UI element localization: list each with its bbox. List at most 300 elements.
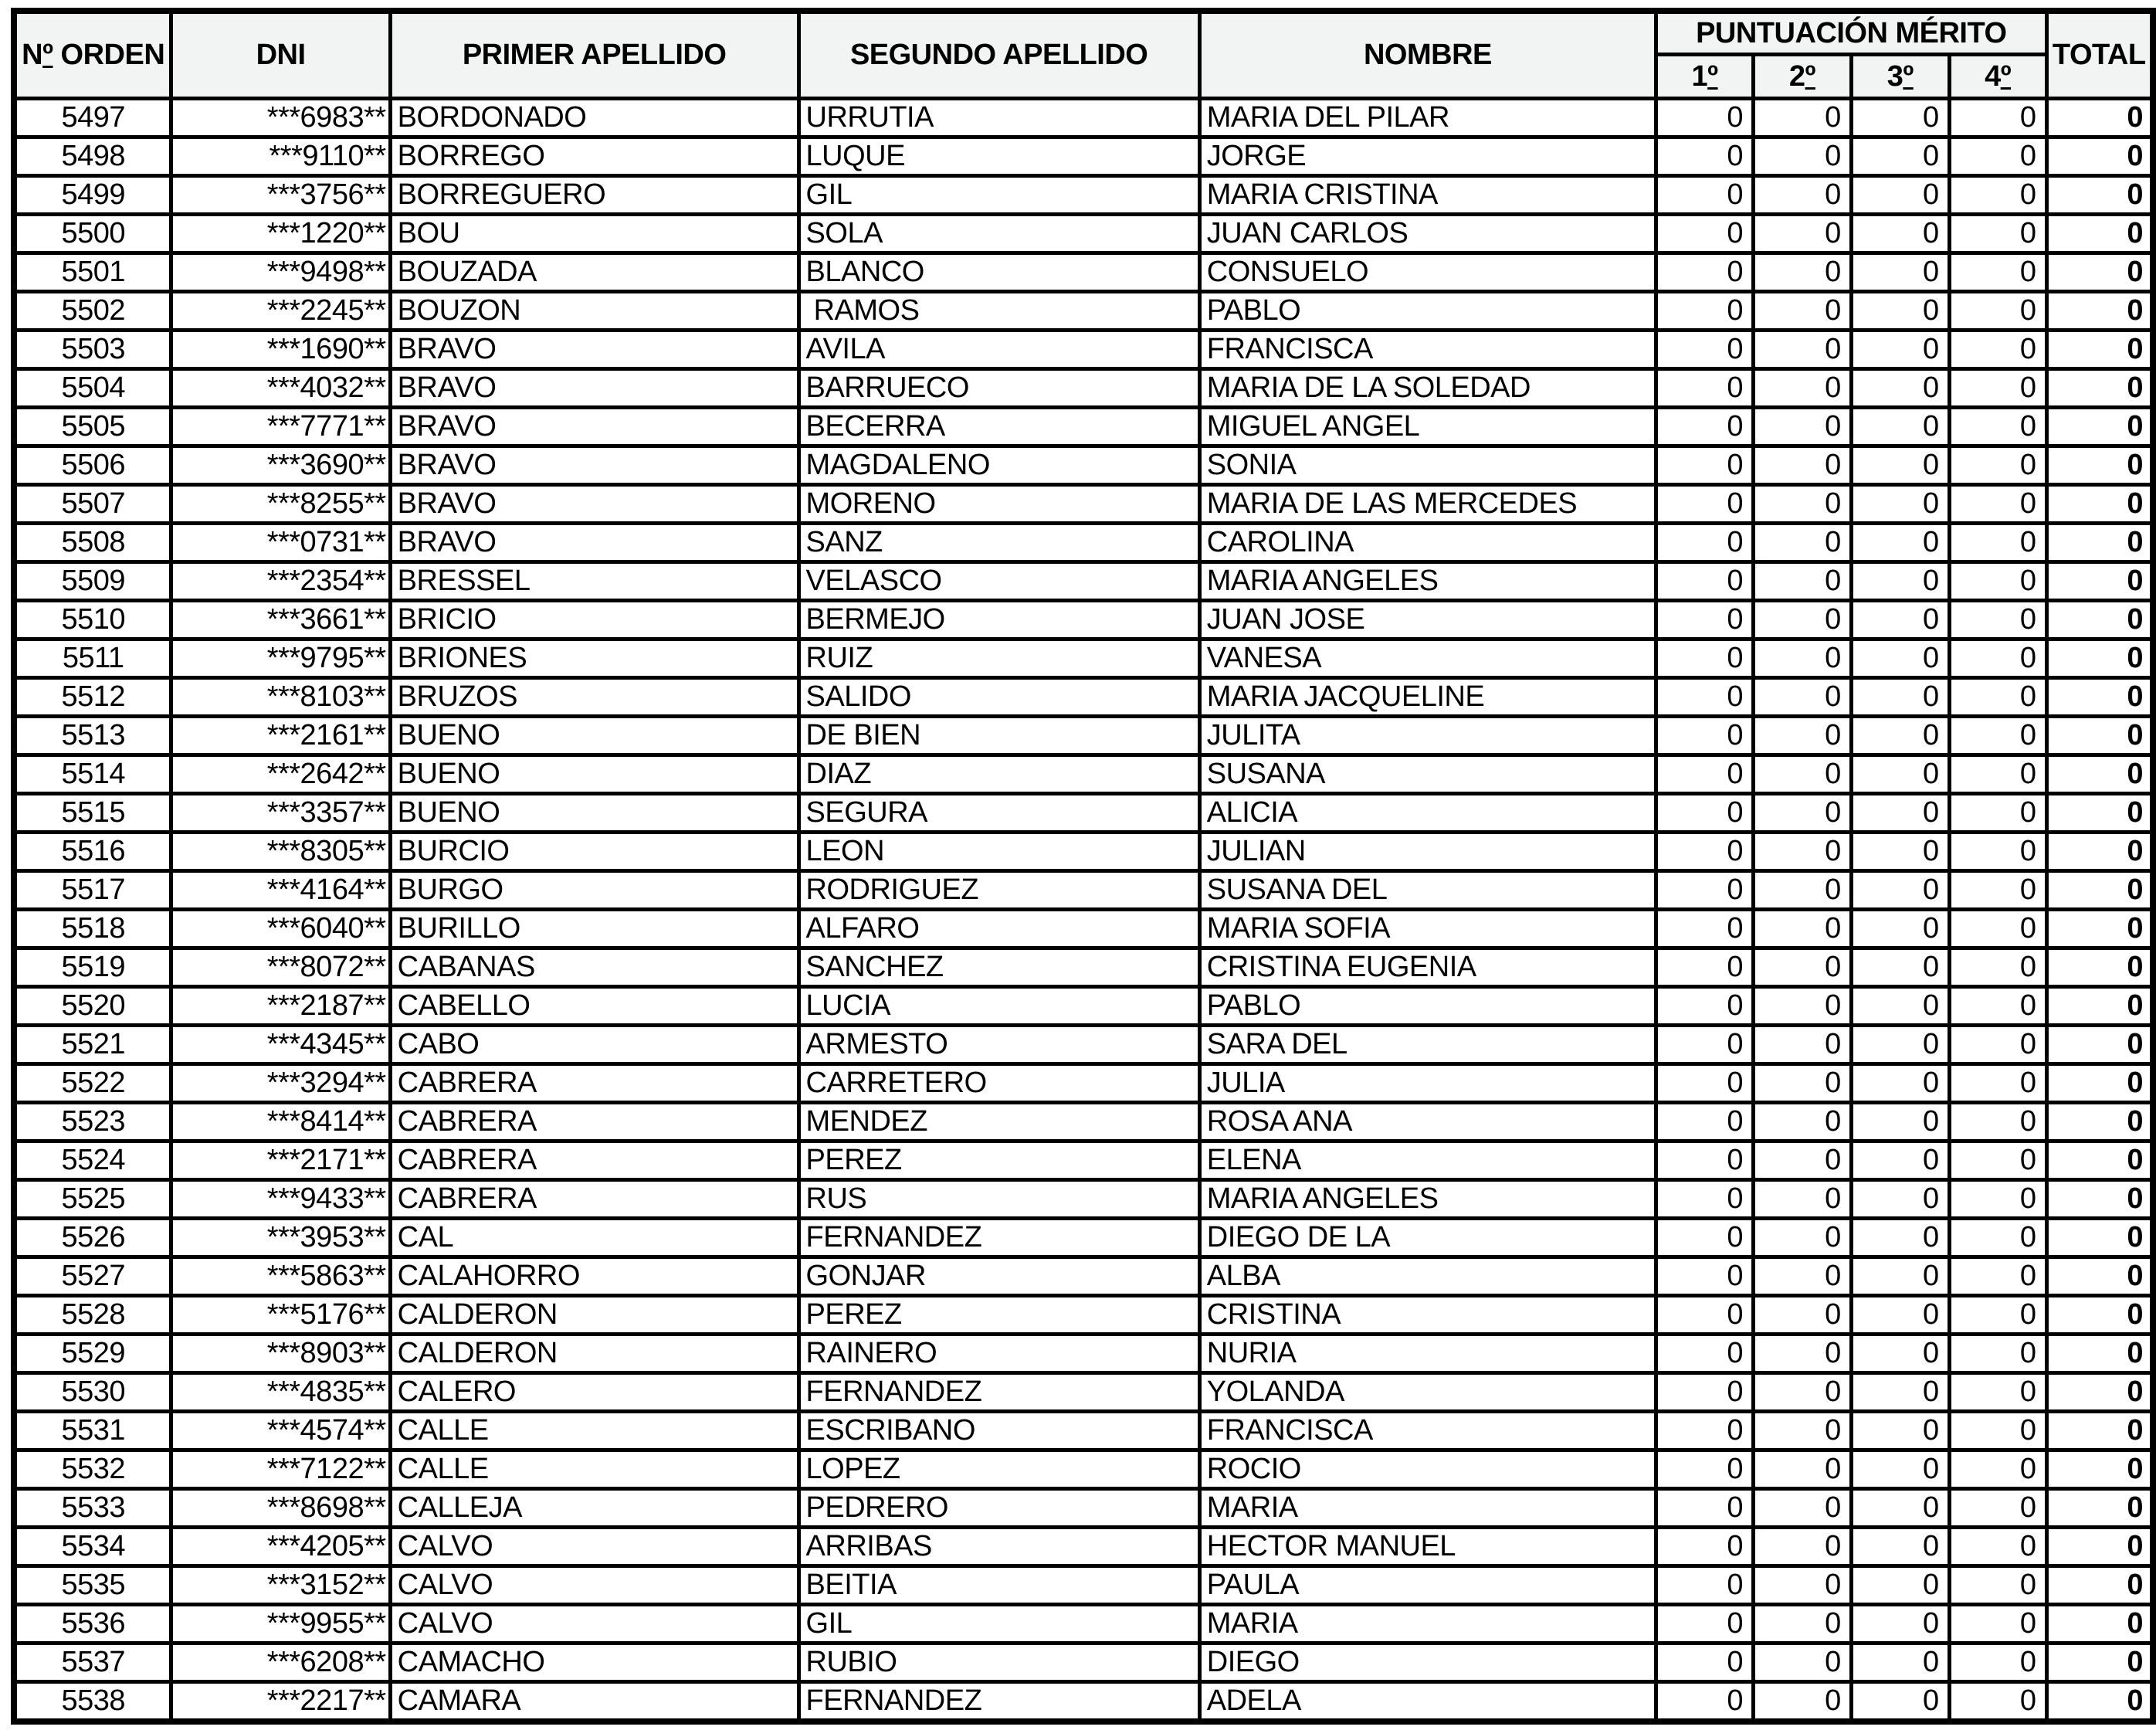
cell-primer-apellido: CALVO [390,1528,798,1566]
cell-merito-4: 0 [1949,717,2046,755]
cell-dni: ***8903** [171,1335,390,1373]
cell-merito-1: 0 [1656,1335,1754,1373]
table-row [14,639,2153,678]
col-header-orden [14,11,171,99]
cell-nombre: FRANCISCA [1199,1412,1656,1450]
cell-dni: ***3756** [171,176,390,215]
cell-total: 0 [2046,1141,2153,1180]
cell-segundo-apellido: SOLA [798,215,1199,253]
cell-total: 0 [2046,1335,2153,1373]
cell-dni: ***9498** [171,253,390,292]
cell-merito-2: 0 [1753,948,1851,987]
cell-merito-2: 0 [1753,1566,1851,1605]
cell-segundo-apellido: MORENO [798,485,1199,524]
cell-orden: 5533 [14,1489,171,1528]
cell-merito-3: 0 [1851,755,1949,794]
table-row [14,717,2153,755]
cell-dni: ***2161** [171,717,390,755]
cell-merito-2: 0 [1753,176,1851,215]
cell-dni: ***1690** [171,331,390,369]
table-row [14,1528,2153,1566]
cell-nombre: JUAN CARLOS [1199,215,1656,253]
cell-merito-3: 0 [1851,562,1949,601]
table-row [14,1180,2153,1219]
cell-merito-2: 0 [1753,987,1851,1026]
table-row [14,1026,2153,1064]
cell-orden: 5520 [14,987,171,1026]
cell-merito-1: 0 [1656,292,1754,331]
cell-merito-4: 0 [1949,1412,2046,1450]
cell-primer-apellido: BRAVO [390,446,798,485]
cell-merito-2: 0 [1753,1412,1851,1450]
cell-merito-4: 0 [1949,948,2046,987]
cell-merito-1: 0 [1656,1257,1754,1296]
table-row [14,1566,2153,1605]
cell-merito-1: 0 [1656,1373,1754,1412]
cell-primer-apellido: BRAVO [390,331,798,369]
table-row [14,1103,2153,1141]
cell-primer-apellido: BRUZOS [390,678,798,717]
cell-total: 0 [2046,1219,2153,1257]
cell-primer-apellido: BRAVO [390,408,798,446]
cell-merito-3: 0 [1851,1219,1949,1257]
table-row [14,1141,2153,1180]
cell-merito-2: 0 [1753,137,1851,176]
cell-merito-4: 0 [1949,524,2046,562]
cell-merito-4: 0 [1949,1373,2046,1412]
cell-nombre: PABLO [1199,292,1656,331]
table-row [14,215,2153,253]
cell-dni: ***2354** [171,562,390,601]
cell-nombre: CONSUELO [1199,253,1656,292]
col-header-merito-3 [1851,55,1949,99]
cell-total: 0 [2046,833,2153,871]
cell-merito-1: 0 [1656,176,1754,215]
cell-merito-1: 0 [1656,1180,1754,1219]
cell-merito-4: 0 [1949,292,2046,331]
cell-dni: ***2171** [171,1141,390,1180]
cell-merito-1: 0 [1656,137,1754,176]
cell-merito-3: 0 [1851,1257,1949,1296]
cell-orden: 5527 [14,1257,171,1296]
cell-orden: 5518 [14,910,171,948]
cell-nombre: MIGUEL ANGEL [1199,408,1656,446]
cell-merito-2: 0 [1753,1373,1851,1412]
cell-merito-3: 0 [1851,1103,1949,1141]
cell-orden: 5512 [14,678,171,717]
col-header-primer-apellido: PRIMER APELLIDO [390,11,798,99]
cell-merito-3: 0 [1851,446,1949,485]
table-row [14,1064,2153,1103]
cell-segundo-apellido: PEREZ [798,1296,1199,1335]
cell-segundo-apellido: DE BIEN [798,717,1199,755]
cell-nombre: MARIA CRISTINA [1199,176,1656,215]
cell-segundo-apellido: DIAZ [798,755,1199,794]
cell-merito-2: 0 [1753,1180,1851,1219]
cell-primer-apellido: CAMACHO [390,1644,798,1682]
cell-merito-1: 0 [1656,794,1754,833]
cell-merito-4: 0 [1949,1489,2046,1528]
table-row [14,871,2153,910]
cell-merito-2: 0 [1753,99,1851,137]
table-row [14,1412,2153,1450]
merito-2-label: 2 [1788,59,1805,93]
table-row [14,1296,2153,1335]
cell-segundo-apellido: SANZ [798,524,1199,562]
cell-primer-apellido: CALLE [390,1450,798,1489]
cell-merito-4: 0 [1949,601,2046,639]
cell-nombre: MARIA [1199,1489,1656,1528]
cell-total: 0 [2046,176,2153,215]
cell-nombre: MARIA JACQUELINE [1199,678,1656,717]
cell-primer-apellido: CABRERA [390,1103,798,1141]
cell-nombre: ELENA [1199,1141,1656,1180]
cell-merito-1: 0 [1656,1296,1754,1335]
cell-total: 0 [2046,678,2153,717]
cell-merito-1: 0 [1656,601,1754,639]
cell-merito-1: 0 [1656,99,1754,137]
cell-merito-4: 0 [1949,1566,2046,1605]
cell-merito-4: 0 [1949,331,2046,369]
cell-merito-4: 0 [1949,253,2046,292]
table-row [14,1373,2153,1412]
cell-merito-4: 0 [1949,1103,2046,1141]
cell-segundo-apellido: FERNANDEZ [798,1219,1199,1257]
cell-merito-2: 0 [1753,717,1851,755]
cell-segundo-apellido: BECERRA [798,408,1199,446]
cell-merito-3: 0 [1851,987,1949,1026]
cell-segundo-apellido: PEDRERO [798,1489,1199,1528]
cell-dni: ***5176** [171,1296,390,1335]
cell-total: 0 [2046,601,2153,639]
cell-dni: ***8103** [171,678,390,717]
merito-3-label: 3 [1886,59,1903,93]
cell-merito-4: 0 [1949,1257,2046,1296]
cell-segundo-apellido: BEITIA [798,1566,1199,1605]
col-header-dni: DNI [171,11,390,99]
cell-total: 0 [2046,755,2153,794]
cell-dni: ***4574** [171,1412,390,1450]
cell-merito-1: 0 [1656,1644,1754,1682]
cell-merito-3: 0 [1851,408,1949,446]
cell-orden: 5523 [14,1103,171,1141]
table-row [14,987,2153,1026]
table-body [14,99,2153,1722]
cell-nombre: MARIA DEL PILAR [1199,99,1656,137]
cell-merito-1: 0 [1656,1682,1754,1722]
cell-primer-apellido: CALERO [390,1373,798,1412]
cell-merito-3: 0 [1851,369,1949,408]
cell-primer-apellido: BORREGUERO [390,176,798,215]
cell-merito-3: 0 [1851,176,1949,215]
table-row [14,1450,2153,1489]
table-row [14,369,2153,408]
cell-segundo-apellido: RODRIGUEZ [798,871,1199,910]
orden-label-suffix: ORDEN [53,39,165,71]
cell-merito-4: 0 [1949,1219,2046,1257]
cell-merito-1: 0 [1656,1489,1754,1528]
cell-merito-1: 0 [1656,1450,1754,1489]
cell-merito-3: 0 [1851,1450,1949,1489]
cell-merito-4: 0 [1949,833,2046,871]
cell-primer-apellido: CALLE [390,1412,798,1450]
cell-segundo-apellido: MENDEZ [798,1103,1199,1141]
cell-merito-3: 0 [1851,292,1949,331]
cell-merito-4: 0 [1949,1296,2046,1335]
cell-merito-2: 0 [1753,1682,1851,1722]
cell-nombre: CAROLINA [1199,524,1656,562]
cell-merito-1: 0 [1656,987,1754,1026]
cell-dni: ***8072** [171,948,390,987]
cell-orden: 5526 [14,1219,171,1257]
table-row [14,446,2153,485]
cell-nombre: SUSANA DEL [1199,871,1656,910]
cell-orden: 5532 [14,1450,171,1489]
table-row [14,137,2153,176]
cell-nombre: NURIA [1199,1335,1656,1373]
cell-primer-apellido: CALAHORRO [390,1257,798,1296]
cell-merito-2: 0 [1753,485,1851,524]
cell-orden: 5529 [14,1335,171,1373]
cell-total: 0 [2046,717,2153,755]
table-row [14,485,2153,524]
cell-orden: 5508 [14,524,171,562]
cell-nombre: ADELA [1199,1682,1656,1722]
cell-total: 0 [2046,1412,2153,1450]
cell-dni: ***7122** [171,1450,390,1489]
cell-nombre: ROCIO [1199,1450,1656,1489]
cell-orden: 5500 [14,215,171,253]
cell-orden: 5510 [14,601,171,639]
cell-orden: 5538 [14,1682,171,1722]
cell-nombre: CRISTINA [1199,1296,1656,1335]
table-row [14,1489,2153,1528]
cell-merito-1: 0 [1656,1103,1754,1141]
cell-merito-1: 0 [1656,562,1754,601]
table-row [14,1682,2153,1722]
cell-primer-apellido: BRIONES [390,639,798,678]
cell-merito-2: 0 [1753,1219,1851,1257]
cell-dni: ***3152** [171,1566,390,1605]
cell-nombre: PAULA [1199,1566,1656,1605]
cell-nombre: MARIA ANGELES [1199,1180,1656,1219]
cell-segundo-apellido: FERNANDEZ [798,1373,1199,1412]
cell-nombre: ALICIA [1199,794,1656,833]
cell-merito-4: 0 [1949,910,2046,948]
cell-primer-apellido: CALVO [390,1605,798,1644]
cell-orden: 5515 [14,794,171,833]
cell-merito-1: 0 [1656,717,1754,755]
cell-merito-4: 0 [1949,99,2046,137]
cell-merito-2: 0 [1753,215,1851,253]
cell-merito-3: 0 [1851,794,1949,833]
cell-total: 0 [2046,948,2153,987]
cell-segundo-apellido: FERNANDEZ [798,1682,1199,1722]
cell-merito-2: 0 [1753,910,1851,948]
cell-merito-4: 0 [1949,369,2046,408]
cell-segundo-apellido: ARMESTO [798,1026,1199,1064]
merito-2-ordinal: º [1805,59,1815,93]
cell-segundo-apellido: SEGURA [798,794,1199,833]
cell-merito-4: 0 [1949,987,2046,1026]
cell-primer-apellido: CALVO [390,1566,798,1605]
cell-merito-2: 0 [1753,601,1851,639]
cell-merito-3: 0 [1851,1566,1949,1605]
cell-total: 0 [2046,1026,2153,1064]
cell-merito-1: 0 [1656,446,1754,485]
cell-total: 0 [2046,331,2153,369]
cell-orden: 5531 [14,1412,171,1450]
table-row [14,833,2153,871]
cell-merito-4: 0 [1949,1450,2046,1489]
table-row [14,292,2153,331]
cell-dni: ***0731** [171,524,390,562]
cell-total: 0 [2046,794,2153,833]
cell-dni: ***4164** [171,871,390,910]
cell-merito-3: 0 [1851,1026,1949,1064]
merito-4-ordinal: º [2000,59,2012,93]
col-header-puntuacion-merito: PUNTUACIÓN MÉRITO [1656,11,2046,55]
cell-nombre: ROSA ANA [1199,1103,1656,1141]
cell-total: 0 [2046,1103,2153,1141]
cell-merito-1: 0 [1656,755,1754,794]
cell-total: 0 [2046,562,2153,601]
cell-merito-4: 0 [1949,485,2046,524]
orden-label-prefix: N [22,39,43,71]
cell-segundo-apellido: URRUTIA [798,99,1199,137]
cell-dni: ***8414** [171,1103,390,1141]
cell-orden: 5516 [14,833,171,871]
cell-nombre: MARIA SOFIA [1199,910,1656,948]
cell-dni: ***3690** [171,446,390,485]
merito-1-ordinal: º [1707,59,1718,93]
cell-total: 0 [2046,1257,2153,1296]
cell-merito-1: 0 [1656,215,1754,253]
cell-nombre: DIEGO [1199,1644,1656,1682]
cell-merito-3: 0 [1851,678,1949,717]
cell-primer-apellido: CALDERON [390,1296,798,1335]
cell-merito-4: 0 [1949,1605,2046,1644]
cell-merito-4: 0 [1949,1180,2046,1219]
table-row [14,1605,2153,1644]
cell-merito-1: 0 [1656,639,1754,678]
cell-merito-1: 0 [1656,1528,1754,1566]
cell-primer-apellido: CABRERA [390,1141,798,1180]
cell-total: 0 [2046,485,2153,524]
cell-primer-apellido: BRICIO [390,601,798,639]
cell-total: 0 [2046,369,2153,408]
cell-orden: 5503 [14,331,171,369]
cell-segundo-apellido: GIL [798,1605,1199,1644]
table-row [14,408,2153,446]
cell-segundo-apellido: ALFARO [798,910,1199,948]
cell-dni: ***8305** [171,833,390,871]
cell-merito-4: 0 [1949,176,2046,215]
cell-total: 0 [2046,910,2153,948]
cell-merito-2: 0 [1753,331,1851,369]
cell-merito-4: 0 [1949,1064,2046,1103]
header-row-main [14,11,2153,55]
cell-merito-2: 0 [1753,1296,1851,1335]
cell-merito-4: 0 [1949,1026,2046,1064]
merito-4-label: 4 [1985,59,2001,93]
cell-merito-4: 0 [1949,1528,2046,1566]
cell-primer-apellido: CABELLO [390,987,798,1026]
cell-orden: 5513 [14,717,171,755]
cell-primer-apellido: CAMARA [390,1682,798,1722]
cell-total: 0 [2046,1373,2153,1412]
table-row [14,910,2153,948]
table-header [14,11,2153,99]
cell-dni: ***2245** [171,292,390,331]
cell-orden: 5504 [14,369,171,408]
cell-orden: 5537 [14,1644,171,1682]
cell-segundo-apellido: BERMEJO [798,601,1199,639]
cell-nombre: CRISTINA EUGENIA [1199,948,1656,987]
table-row [14,1219,2153,1257]
cell-nombre: SONIA [1199,446,1656,485]
cell-merito-3: 0 [1851,99,1949,137]
cell-total: 0 [2046,446,2153,485]
table-row [14,755,2153,794]
cell-orden: 5511 [14,639,171,678]
cell-merito-2: 0 [1753,678,1851,717]
cell-merito-1: 0 [1656,253,1754,292]
cell-dni: ***6208** [171,1644,390,1682]
cell-nombre: PABLO [1199,987,1656,1026]
cell-nombre: DIEGO DE LA [1199,1219,1656,1257]
table-row [14,99,2153,137]
cell-dni: ***3953** [171,1219,390,1257]
cell-total: 0 [2046,253,2153,292]
cell-dni: ***4205** [171,1528,390,1566]
merito-1-label: 1 [1691,59,1708,93]
cell-total: 0 [2046,137,2153,176]
cell-dni: ***6040** [171,910,390,948]
cell-primer-apellido: CALDERON [390,1335,798,1373]
cell-merito-3: 0 [1851,717,1949,755]
cell-merito-1: 0 [1656,871,1754,910]
cell-segundo-apellido: PEREZ [798,1141,1199,1180]
table-row [14,678,2153,717]
cell-merito-3: 0 [1851,1605,1949,1644]
table-row [14,253,2153,292]
cell-segundo-apellido: CARRETERO [798,1064,1199,1103]
cell-segundo-apellido: SANCHEZ [798,948,1199,987]
merit-results-table [11,8,2156,1725]
table-row [14,1335,2153,1373]
cell-orden: 5499 [14,176,171,215]
cell-dni: ***1220** [171,215,390,253]
cell-orden: 5501 [14,253,171,292]
cell-orden: 5505 [14,408,171,446]
cell-dni: ***5863** [171,1257,390,1296]
cell-merito-3: 0 [1851,1180,1949,1219]
cell-segundo-apellido: RAINERO [798,1335,1199,1373]
cell-total: 0 [2046,1296,2153,1335]
col-header-total: TOTAL [2046,11,2153,99]
cell-orden: 5497 [14,99,171,137]
cell-merito-1: 0 [1656,833,1754,871]
cell-total: 0 [2046,99,2153,137]
cell-merito-3: 0 [1851,1489,1949,1528]
cell-dni: ***2217** [171,1682,390,1722]
cell-primer-apellido: CABO [390,1026,798,1064]
cell-total: 0 [2046,1566,2153,1605]
table-row [14,331,2153,369]
cell-merito-2: 0 [1753,1064,1851,1103]
cell-merito-1: 0 [1656,369,1754,408]
